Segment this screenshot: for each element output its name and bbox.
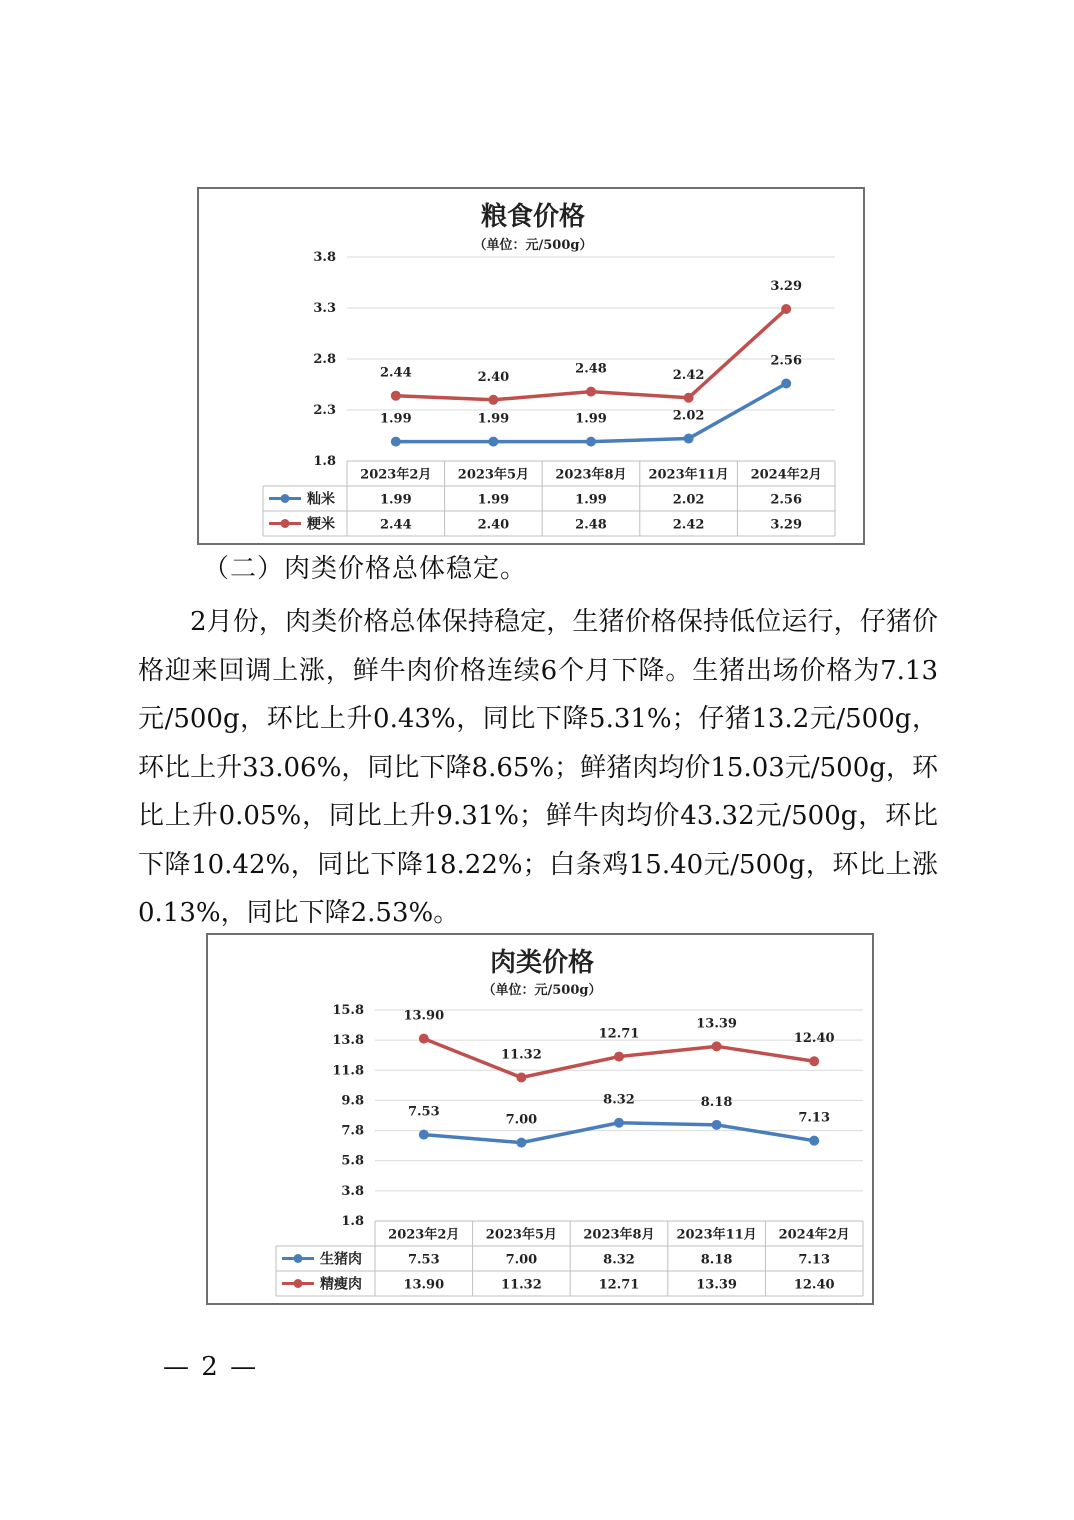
legend-swatch-marker [281, 519, 290, 528]
data-point [809, 1136, 819, 1146]
data-point [684, 393, 694, 403]
y-tick-label: 2.3 [313, 403, 336, 418]
table-cell-value: 7.00 [505, 1252, 538, 1268]
x-category-label: 2023年5月 [485, 1227, 558, 1243]
y-tick-label: 5.8 [341, 1153, 364, 1169]
data-point [586, 387, 596, 397]
data-point [781, 378, 791, 388]
data-point [809, 1056, 819, 1066]
grain-price-chart-svg [199, 189, 867, 547]
data-label: 7.53 [407, 1104, 440, 1120]
grain-price-chart [197, 187, 865, 545]
data-point [712, 1120, 722, 1130]
x-category-label: 2023年11月 [676, 1227, 757, 1243]
legend-swatch-marker [294, 1279, 303, 1288]
data-label: 2.48 [575, 361, 607, 377]
body-paragraph [138, 598, 938, 938]
data-label: 13.39 [696, 1016, 737, 1032]
data-label: 8.32 [603, 1092, 635, 1108]
data-point [712, 1041, 722, 1051]
table-cell-value: 13.90 [403, 1277, 445, 1293]
data-label: 12.40 [793, 1031, 835, 1047]
data-point [488, 395, 498, 405]
y-tick-label: 11.8 [332, 1063, 364, 1079]
data-label: 1.99 [575, 411, 607, 427]
legend-series-name: 粳米 [307, 516, 335, 533]
data-point [614, 1118, 624, 1128]
page-number: — 2 — [163, 1352, 259, 1382]
table-cell-value: 7.53 [407, 1252, 440, 1268]
meat-price-chart-svg [208, 935, 876, 1307]
table-cell-value: 1.99 [379, 492, 412, 508]
x-category-label: 2023年8月 [555, 467, 627, 483]
data-point [614, 1052, 624, 1062]
table-cell-value: 1.99 [477, 492, 510, 508]
table-cell-value: 8.32 [603, 1252, 635, 1268]
meat-price-chart [206, 933, 874, 1305]
data-label: 2.56 [770, 353, 803, 369]
data-label: 3.29 [770, 279, 803, 295]
table-cell-value: 12.40 [793, 1277, 835, 1293]
table-cell-value: 1.99 [575, 492, 607, 508]
data-label: 13.90 [403, 1008, 445, 1024]
table-cell-value: 2.40 [477, 517, 510, 533]
legend-series-name: 精瘦肉 [320, 1276, 362, 1293]
data-point [516, 1138, 526, 1148]
data-label: 2.44 [379, 365, 412, 381]
table-cell-value: 2.56 [770, 492, 803, 508]
data-label: 2.42 [672, 367, 705, 383]
y-tick-label: 3.8 [313, 250, 336, 265]
table-cell-value: 13.39 [696, 1277, 737, 1293]
legend-swatch-marker [281, 494, 290, 503]
y-tick-label: 3.3 [313, 301, 336, 316]
x-category-label: 2023年8月 [583, 1227, 655, 1243]
chart-subtitle: （单位：元/500g） [473, 238, 593, 253]
data-point [419, 1130, 429, 1140]
data-point [684, 434, 694, 444]
y-tick-label: 9.8 [341, 1093, 364, 1109]
table-cell-value: 7.13 [798, 1252, 831, 1268]
data-label: 7.00 [505, 1112, 538, 1128]
y-tick-label: 15.8 [332, 1003, 364, 1018]
y-tick-label: 7.8 [341, 1123, 364, 1139]
data-label: 8.18 [700, 1094, 733, 1110]
data-label: 1.99 [477, 411, 510, 427]
legend-swatch-marker [294, 1254, 303, 1263]
x-category-label: 2024年2月 [750, 467, 822, 483]
x-category-label: 2023年2月 [388, 1227, 460, 1243]
data-point [419, 1034, 429, 1044]
y-tick-label: 13.8 [332, 1033, 364, 1049]
y-tick-label: 1.8 [341, 1214, 364, 1229]
x-category-label: 2023年11月 [648, 467, 729, 483]
table-cell-value: 2.02 [672, 492, 705, 508]
table-cell-value: 12.71 [598, 1277, 640, 1293]
table-cell-value: 11.32 [501, 1277, 542, 1293]
section-heading: （二）肉类价格总体稳定。 [203, 554, 528, 584]
chart-title: 粮食价格 [480, 202, 586, 232]
data-point [488, 437, 498, 447]
x-category-label: 2023年5月 [457, 467, 530, 483]
data-label: 11.32 [501, 1047, 542, 1063]
body-paragraph-text: 2月份，肉类价格总体保持稳定，生猪价格保持低位运行，仔猪价格迎来回调上涨，鲜牛肉价格连续6个月下降。生猪出场价格为7.13元/500g，环比上升0.43%，同比下降5.31%；仔猪13.2元/500g，环比上升33.06%，同比下降8.65%；鲜猪肉均价15.03元/500g，环比上升0.05%，同比上升9.31%；鲜牛肉均价43.32元/500g，环比下降10.42%，同比下降18.22%；白条鸡15.40元/500g，环比上涨0.13%，同比下降2.53%。 [138, 607, 938, 928]
data-point [391, 391, 401, 401]
data-point [391, 437, 401, 447]
chart-subtitle: （单位：元/500g） [482, 983, 602, 998]
x-category-label: 2023年2月 [360, 467, 432, 483]
data-point [516, 1073, 526, 1083]
y-tick-label: 2.8 [313, 352, 336, 367]
chart-title: 肉类价格 [489, 948, 595, 978]
y-tick-label: 1.8 [313, 454, 336, 469]
x-category-label: 2024年2月 [778, 1227, 850, 1243]
table-cell-value: 2.42 [672, 517, 705, 533]
series-line-1 [396, 309, 786, 400]
table-cell-value: 2.48 [575, 517, 607, 533]
table-cell-value: 3.29 [770, 517, 803, 533]
y-tick-label: 3.8 [341, 1183, 364, 1199]
legend-series-name: 生猪肉 [320, 1251, 362, 1268]
data-label: 2.40 [477, 369, 510, 385]
data-label: 1.99 [379, 411, 412, 427]
table-cell-value: 8.18 [700, 1252, 733, 1268]
data-label: 2.02 [672, 408, 705, 424]
legend-series-name: 籼米 [307, 491, 335, 508]
data-label: 7.13 [798, 1110, 831, 1126]
data-point [781, 304, 791, 314]
data-point [586, 437, 596, 447]
data-label: 12.71 [598, 1026, 640, 1042]
table-cell-value: 2.44 [379, 517, 412, 533]
